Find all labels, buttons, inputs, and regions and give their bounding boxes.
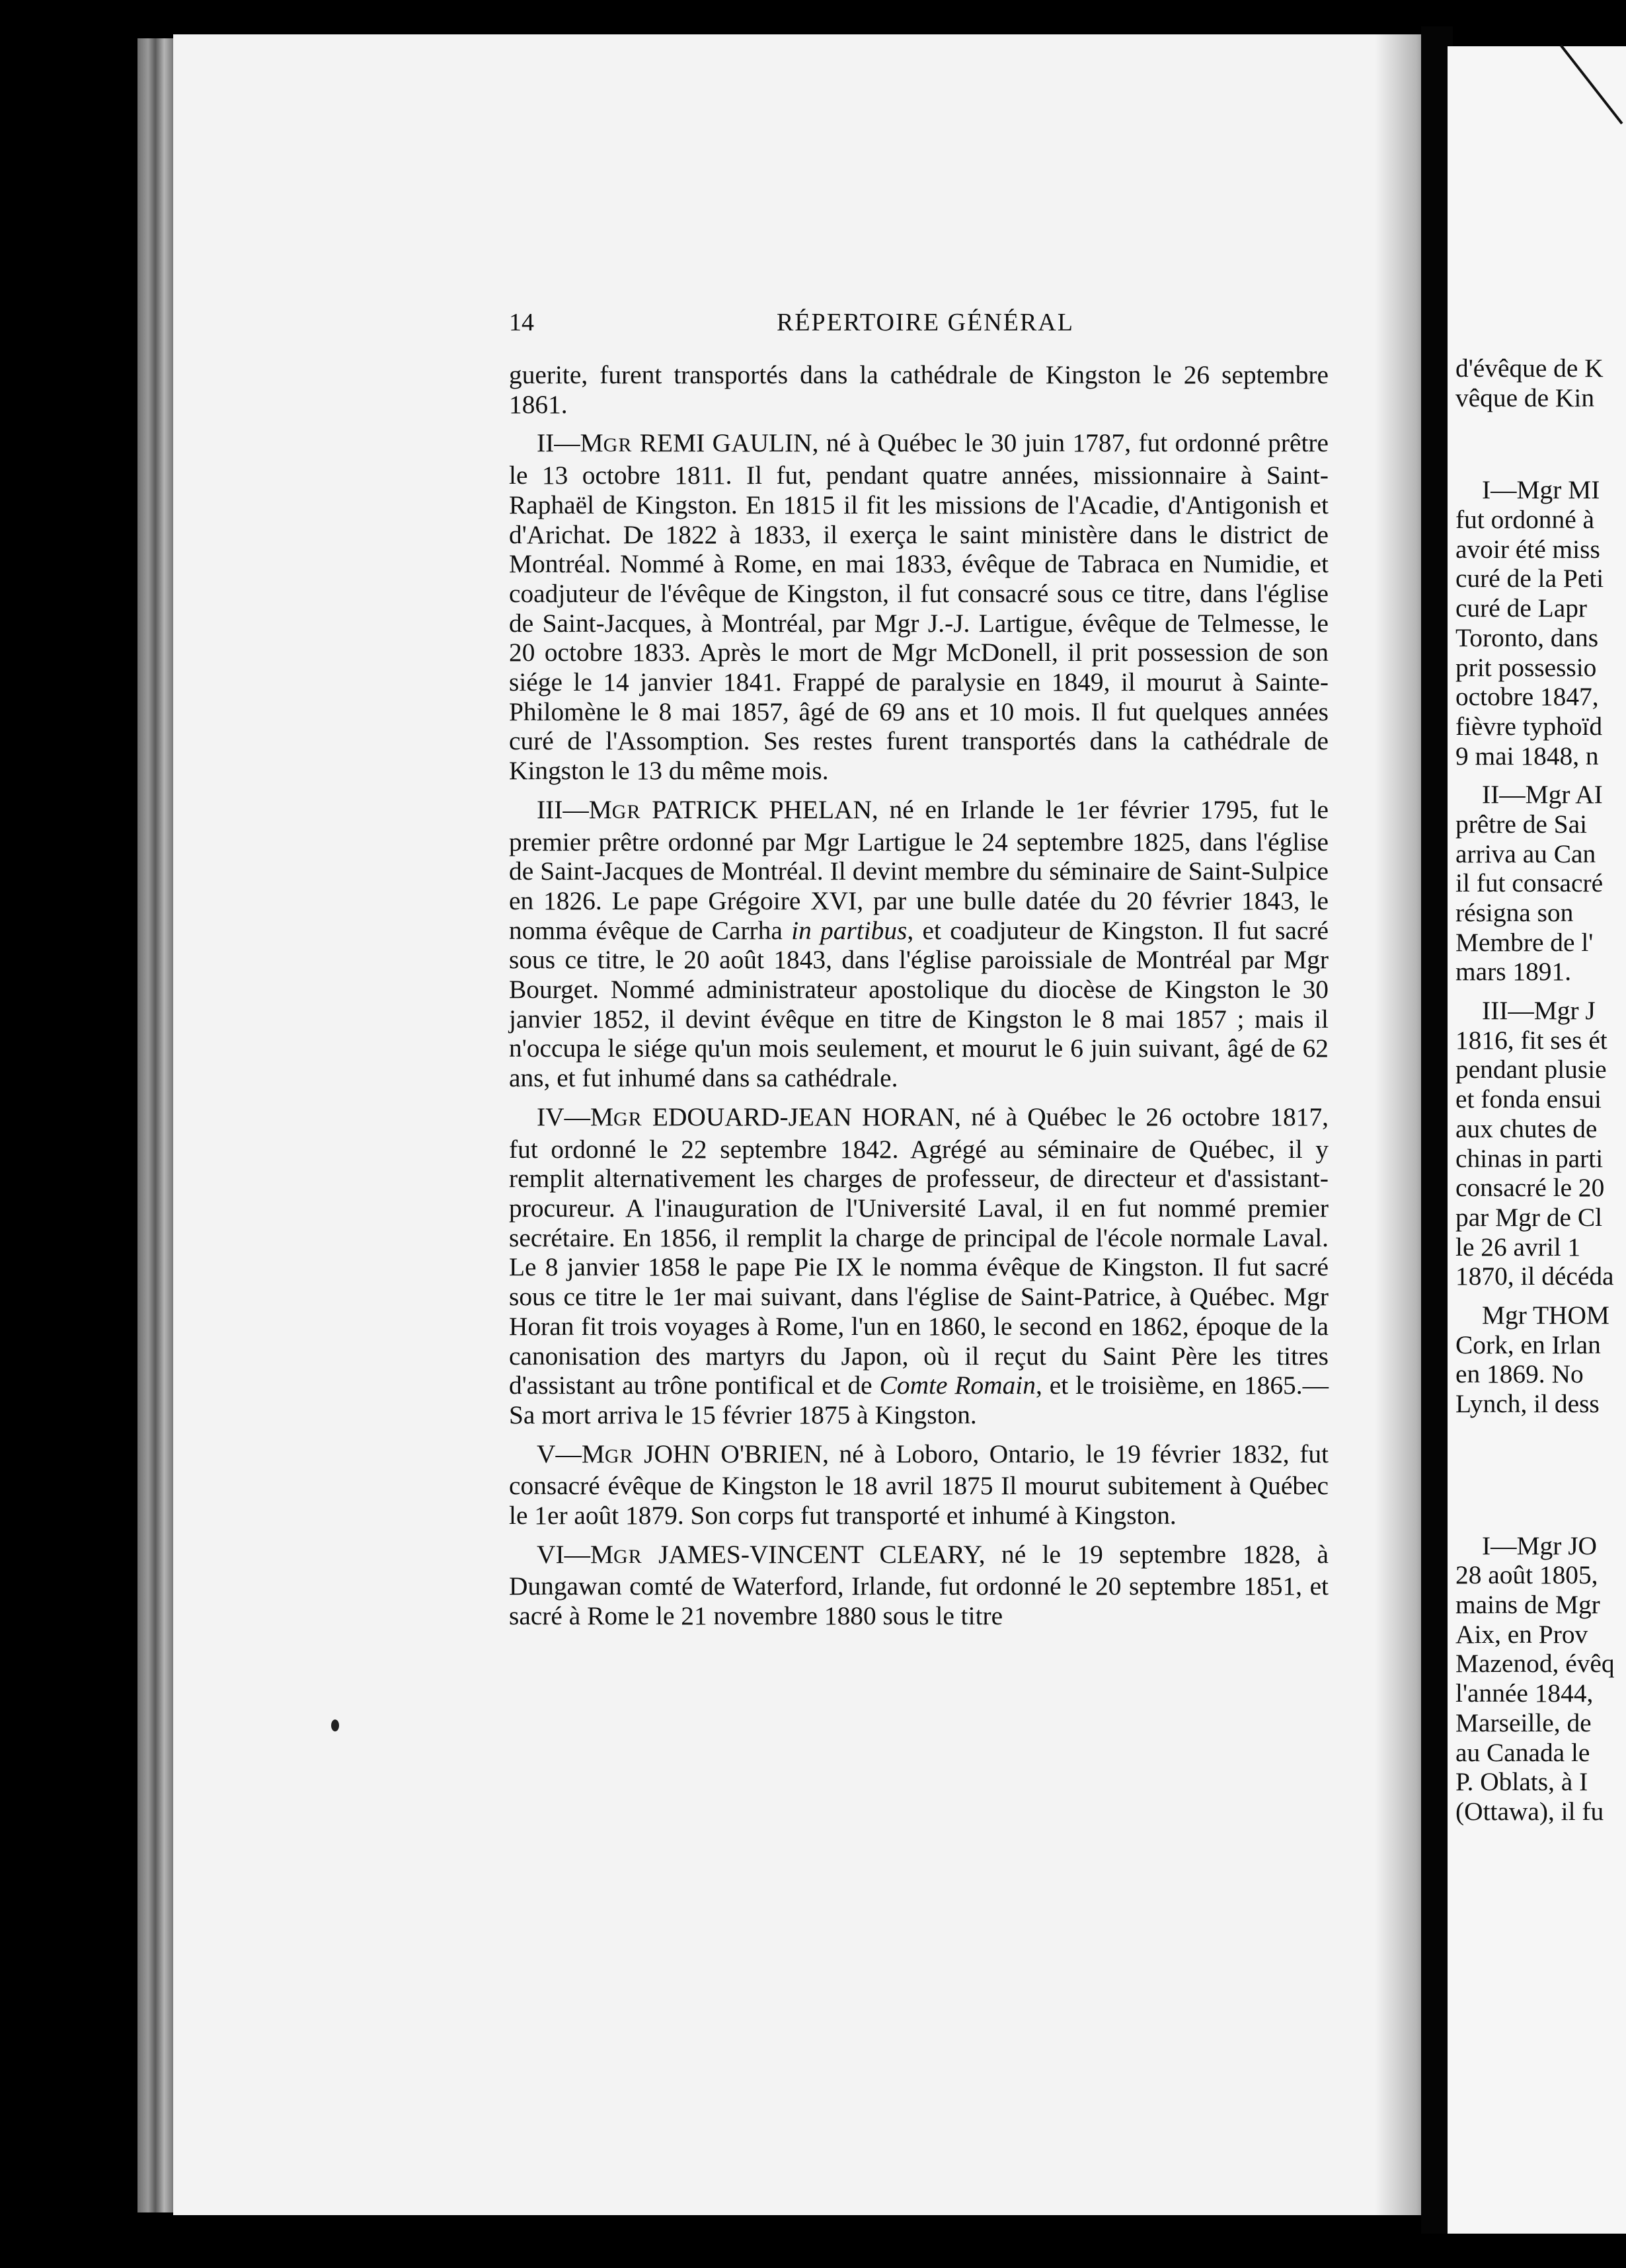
line-gap	[1455, 1419, 1626, 1531]
right-page-line: Mazenod, évêq	[1455, 1649, 1615, 1679]
right-page-line: 1816, fit ses ét	[1455, 1025, 1607, 1055]
right-page-line: pendant plusie	[1455, 1055, 1607, 1084]
right-page-line: I—Mgr MI	[1482, 475, 1600, 505]
paragraph-p4	[509, 1439, 1329, 1531]
right-page-line: résigna son	[1455, 898, 1574, 927]
text-run: III—M	[537, 794, 612, 824]
right-page-line: octobre 1847,	[1455, 682, 1599, 712]
text-run: IV—M	[537, 1102, 613, 1131]
text-run: GR	[603, 434, 633, 457]
right-page-line: Aix, en Prov	[1455, 1619, 1588, 1649]
text-run: GR	[613, 1108, 642, 1130]
right-page-line: prêtre de Sai	[1455, 809, 1588, 839]
line-gap	[1455, 1291, 1626, 1301]
text-run: II—M	[537, 428, 603, 458]
text-run: Comte Romain	[879, 1371, 1036, 1400]
right-page-line: III—Mgr J	[1482, 996, 1596, 1026]
right-page-line: Toronto, dans	[1455, 623, 1599, 652]
right-page-line: consacré le 20	[1455, 1173, 1605, 1203]
right-page-line: curé de Lapr	[1455, 593, 1588, 623]
right-page-line: prit possessio	[1455, 652, 1597, 682]
right-page-line: fut ordonné à	[1455, 505, 1595, 535]
right-page-line: avoir été miss	[1455, 534, 1600, 564]
right-page-line: I—Mgr JO	[1482, 1531, 1597, 1560]
right-page-line: Lynch, il dess	[1455, 1389, 1600, 1418]
right-page-line: Mgr THOM	[1482, 1300, 1609, 1330]
right-page-line: arriva au Can	[1455, 839, 1596, 868]
right-page-line: II—Mgr AI	[1482, 780, 1603, 810]
text-run: in partibus	[791, 915, 908, 945]
right-page-line: Membre de l'	[1455, 927, 1594, 957]
right-page-line: le 26 avril 1	[1455, 1232, 1581, 1262]
right-page-line: vêque de Kin	[1455, 383, 1595, 412]
right-page-line: et fonda ensui	[1455, 1084, 1602, 1114]
line-gap	[1455, 412, 1626, 475]
line-gap	[1455, 987, 1626, 996]
right-page-line: fièvre typhoïd	[1455, 711, 1603, 741]
right-page-line: chinas in parti	[1455, 1143, 1604, 1173]
right-page-line: curé de la Peti	[1455, 564, 1604, 593]
right-page-line: (Ottawa), il fu	[1455, 1796, 1604, 1826]
right-page-line: en 1869. No	[1455, 1359, 1584, 1389]
left-page-body	[509, 360, 1329, 1631]
text-run: guerite, furent transportés dans la cathédrale de Kingston le 26 septembre 1861.	[509, 360, 1329, 419]
text-run: REMI GAULIN, né à Québec le 30 juin 1787, fut ordonné prêtre le 13 octobre 1811. Il fut, pendant quatre années, missionnaire à Saint-Raphaël de Kingston. En 1815 il fit les missions de l'Acadie, d'Antigonish et d'Arichat. De 1822 à 1833, il exerça le saint ministère dans le district de Montréal. Nommé à Rome, en mai 1833, évêque de Tabraca en Numidie, et coadjuteur de l'évêque de Kingston, il fut consacré sous ce titre, dans l'église de Saint-Jacques, à Montréal, par Mgr J.-J. Lartigue, évêque de Telmesse, le 20 octobre 1833. Après le mort de Mgr McDonell, il prit possession de son siége le 14 janvier 1841. Frappé de paralysie en 1849, il mourut à Sainte-Philomène le 8 mai 1857, âgé de 69 ans et 10 mois. Il fut quelques années curé de l'Assomption. Ses restes furent transportés dans la cathédrale de Kingston le 13 du même mois.	[509, 428, 1329, 786]
right-page-line: par Mgr de Cl	[1455, 1202, 1603, 1232]
right-page-line: d'évêque de K	[1455, 354, 1604, 383]
text-run: EDOUARD-JEAN HORAN, né à Québec le 26 octobre 1817, fut ordonné le 22 septembre 1842. Agrégé au séminaire de Québec, il y remplit alternativement les charges de professeur, de directeur et d'assistant-procureur. A l'inauguration de l'Université Laval, il en fut nommé premier secrétaire. En 1856, il remplit la charge de principal de l'école normale Laval. Le 8 janvier 1858 le pape Pie IX le nomma évêque de Kingston. Il fut sacré sous ce titre le 1er mai suivant, dans l'église de Saint-Patrice, à Québec. Mgr Horan fit trois voyages à Rome, l'un en 1860, le second en 1862, époque de la canonisation des martyrs du Japon, où il reçut du Saint Père les titres d'assistant au trône pontifical et de	[509, 1102, 1329, 1400]
running-title: RÉPERTOIRE GÉNÉRAL	[777, 309, 1074, 336]
right-page-line: aux chutes de	[1455, 1114, 1598, 1143]
paragraph-p0	[509, 360, 1329, 419]
text-run: , et le troisième, en 1865.—Sa mort arriva le 15 février 1875 à Kingston.	[509, 1371, 1329, 1429]
right-page-line: Cork, en Irlan	[1455, 1330, 1601, 1359]
line-gap	[1455, 771, 1626, 780]
right-page-line: 1870, il décéda	[1455, 1262, 1614, 1291]
right-page-line: Marseille, de	[1455, 1708, 1592, 1737]
text-run: , et coadjuteur de Kingston. Il fut sacré sous ce titre, le 20 août 1843, dans l'église paroissiale de Montréal par Mgr Bourget. Nommé administrateur apostolique du diocèse de Kingston le 30 janvier 1852, il devint évêque en titre de Kingston le 8 mai 1857 ; mais il n'occupa le siége qu'un mois seulement, et mourut le 6 juin suivant, âgé de 62 ans, et fut inhumé dans sa cathédrale.	[509, 915, 1329, 1093]
text-run: JOHN O'BRIEN, né à Loboro, Ontario, le 19 février 1832, fut consacré évêque de Kingston le 18 avril 1875 Il mourut subitement à Québec le 1er août 1879. Son corps fut transporté et inhumé à Kingston.	[509, 1439, 1329, 1531]
right-page-line: mars 1891.	[1455, 957, 1572, 987]
paragraph-p1	[509, 428, 1329, 785]
text-run: JAMES-VINCENT CLEARY, né le 19 septembre 1828, à Dungawan comté de Waterford, Irlande, fut ordonné le 20 septembre 1851, et sacré à Rome le 21 novembre 1880 sous le titre	[509, 1539, 1329, 1631]
paragraph-p3	[509, 1102, 1329, 1430]
right-page-line: 9 mai 1848, n	[1455, 741, 1599, 771]
text-run: GR	[611, 800, 641, 823]
right-page-line: P. Oblats, à I	[1455, 1767, 1588, 1797]
ink-spot	[331, 1720, 339, 1731]
text-run: PATRICK PHELAN, né en Irlande le 1er février 1795, fut le premier prêtre ordonné par Mgr Lartigue le 24 septembre 1825, dans l'église de Saint-Jacques de Montréal. Il devint membre du séminaire de Saint-Sulpice en 1826. Le pape Grégoire XVI, par une bulle datée du 20 février 1843, le nomma évêque de Carrha	[509, 794, 1329, 945]
right-page-line: il fut consacré	[1455, 868, 1604, 898]
text-run: VI—M	[537, 1539, 613, 1569]
right-page-line: 28 août 1805,	[1455, 1560, 1598, 1590]
text-run: GR	[604, 1445, 634, 1467]
right-page-line: mains de Mgr	[1455, 1590, 1600, 1620]
paragraph-p5	[509, 1540, 1329, 1631]
right-page-line: l'année 1844,	[1455, 1679, 1594, 1708]
page-number: 14	[509, 309, 534, 336]
right-page-line: au Canada le	[1455, 1737, 1590, 1767]
text-run: GR	[613, 1545, 642, 1568]
paragraph-p2	[509, 795, 1329, 1093]
text-run: V—M	[537, 1439, 605, 1468]
running-head	[509, 308, 1329, 348]
right-page-partial-text	[1455, 354, 1626, 1827]
